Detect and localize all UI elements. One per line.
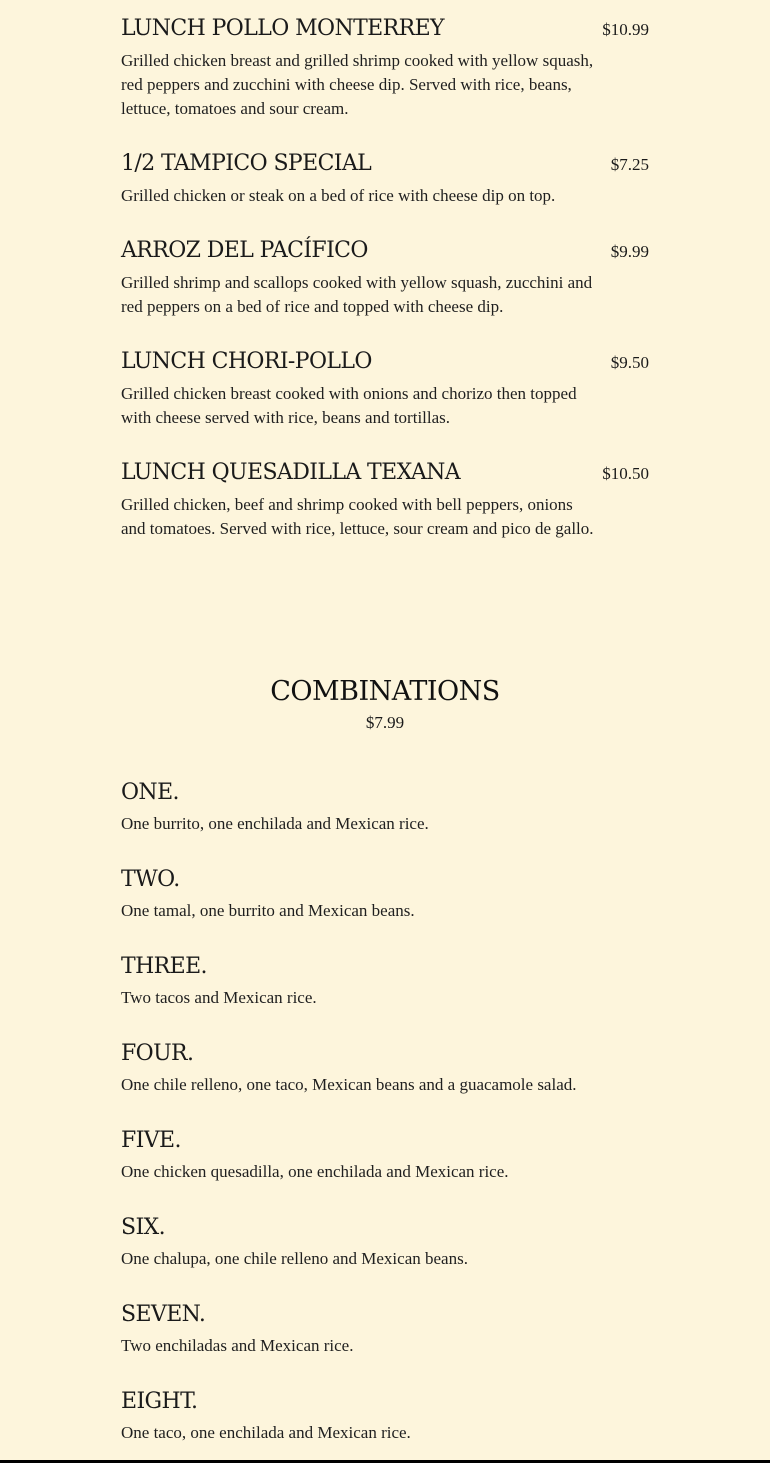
- combo-item-description: Two enchiladas and Mexican rice.: [121, 1336, 354, 1355]
- combo-item-four: [121, 1040, 681, 1097]
- combo-item-description: One taco, one enchilada and Mexican rice.: [121, 1423, 411, 1442]
- menu-item-tampico-special: [121, 150, 649, 208]
- menu-item-name: LUNCH CHORI-POLLO: [121, 349, 372, 374]
- menu-item-name: LUNCH POLLO MONTERREY: [121, 16, 444, 41]
- combo-item-description: One tamal, one burrito and Mexican beans.: [121, 901, 415, 920]
- section-title: COMBINATIONS: [270, 676, 500, 707]
- menu-item-description: Grilled chicken or steak on a bed of rice with cheese dip on top.: [121, 186, 556, 205]
- menu-item-pollo-monterrey: [121, 15, 649, 121]
- menu-item-price: $10.50: [602, 464, 649, 483]
- combo-item-two: [121, 866, 601, 923]
- section-price: $7.99: [365, 713, 405, 732]
- combo-item-name: FIVE.: [121, 1128, 181, 1153]
- combo-item-eight: [121, 1388, 601, 1445]
- combo-item-seven: [121, 1301, 601, 1358]
- combo-item-description: One burrito, one enchilada and Mexican rice.: [121, 814, 429, 833]
- combo-item-one: [121, 779, 601, 836]
- menu-item-name: 1/2 TAMPICO SPECIAL: [121, 151, 372, 176]
- menu-item-arroz-del-pacifico: [121, 237, 649, 319]
- combo-item-description: Two tacos and Mexican rice.: [121, 988, 317, 1007]
- combo-item-five: [121, 1127, 601, 1184]
- menu-item-description: Grilled shrimp and scallops cooked with yellow squash, zucchini and red peppers on a bed of rice and topped with cheese dip.: [121, 273, 593, 316]
- combo-item-description: One chalupa, one chile relleno and Mexican beans.: [121, 1249, 468, 1268]
- menu-item-quesadilla-texana: [121, 459, 649, 541]
- combo-item-name: SEVEN.: [121, 1302, 206, 1327]
- combo-item-name: SIX.: [121, 1215, 166, 1240]
- combo-item-six: [121, 1214, 601, 1271]
- combo-item-name: EIGHT.: [121, 1389, 198, 1414]
- combo-item-description: One chicken quesadilla, one enchilada and Mexican rice.: [121, 1162, 509, 1181]
- menu-item-name: LUNCH QUESADILLA TEXANA: [121, 460, 461, 485]
- menu-item-name: ARROZ DEL PACÍFICO: [121, 238, 368, 263]
- combo-item-description: One chile relleno, one taco, Mexican beans and a guacamole salad.: [121, 1075, 577, 1094]
- menu-item-price: $9.99: [610, 242, 649, 261]
- menu-item-chori-pollo: [121, 348, 649, 430]
- combo-item-name: FOUR.: [121, 1041, 194, 1066]
- combo-item-name: ONE.: [121, 780, 179, 805]
- menu-item-price: $10.99: [602, 20, 649, 39]
- combo-item-name: THREE.: [121, 954, 207, 979]
- menu-item-description: Grilled chicken breast cooked with onions and chorizo then topped with cheese served with rice, beans and tortillas.: [121, 384, 577, 427]
- menu-item-price: $7.25: [610, 155, 649, 174]
- menu-item-description: Grilled chicken, beef and shrimp cooked with bell peppers, onions and tomatoes. Served with rice, lettuce, sour cream and pico de gallo.: [121, 495, 594, 538]
- menu-item-price: $9.50: [610, 353, 649, 372]
- menu-item-description: Grilled chicken breast and grilled shrimp cooked with yellow squash, red peppers and zucchini with cheese dip. Served with rice, beans, lettuce, tomatoes and sour cream.: [121, 51, 594, 118]
- combo-item-name: TWO.: [121, 867, 180, 892]
- combo-item-three: [121, 953, 601, 1010]
